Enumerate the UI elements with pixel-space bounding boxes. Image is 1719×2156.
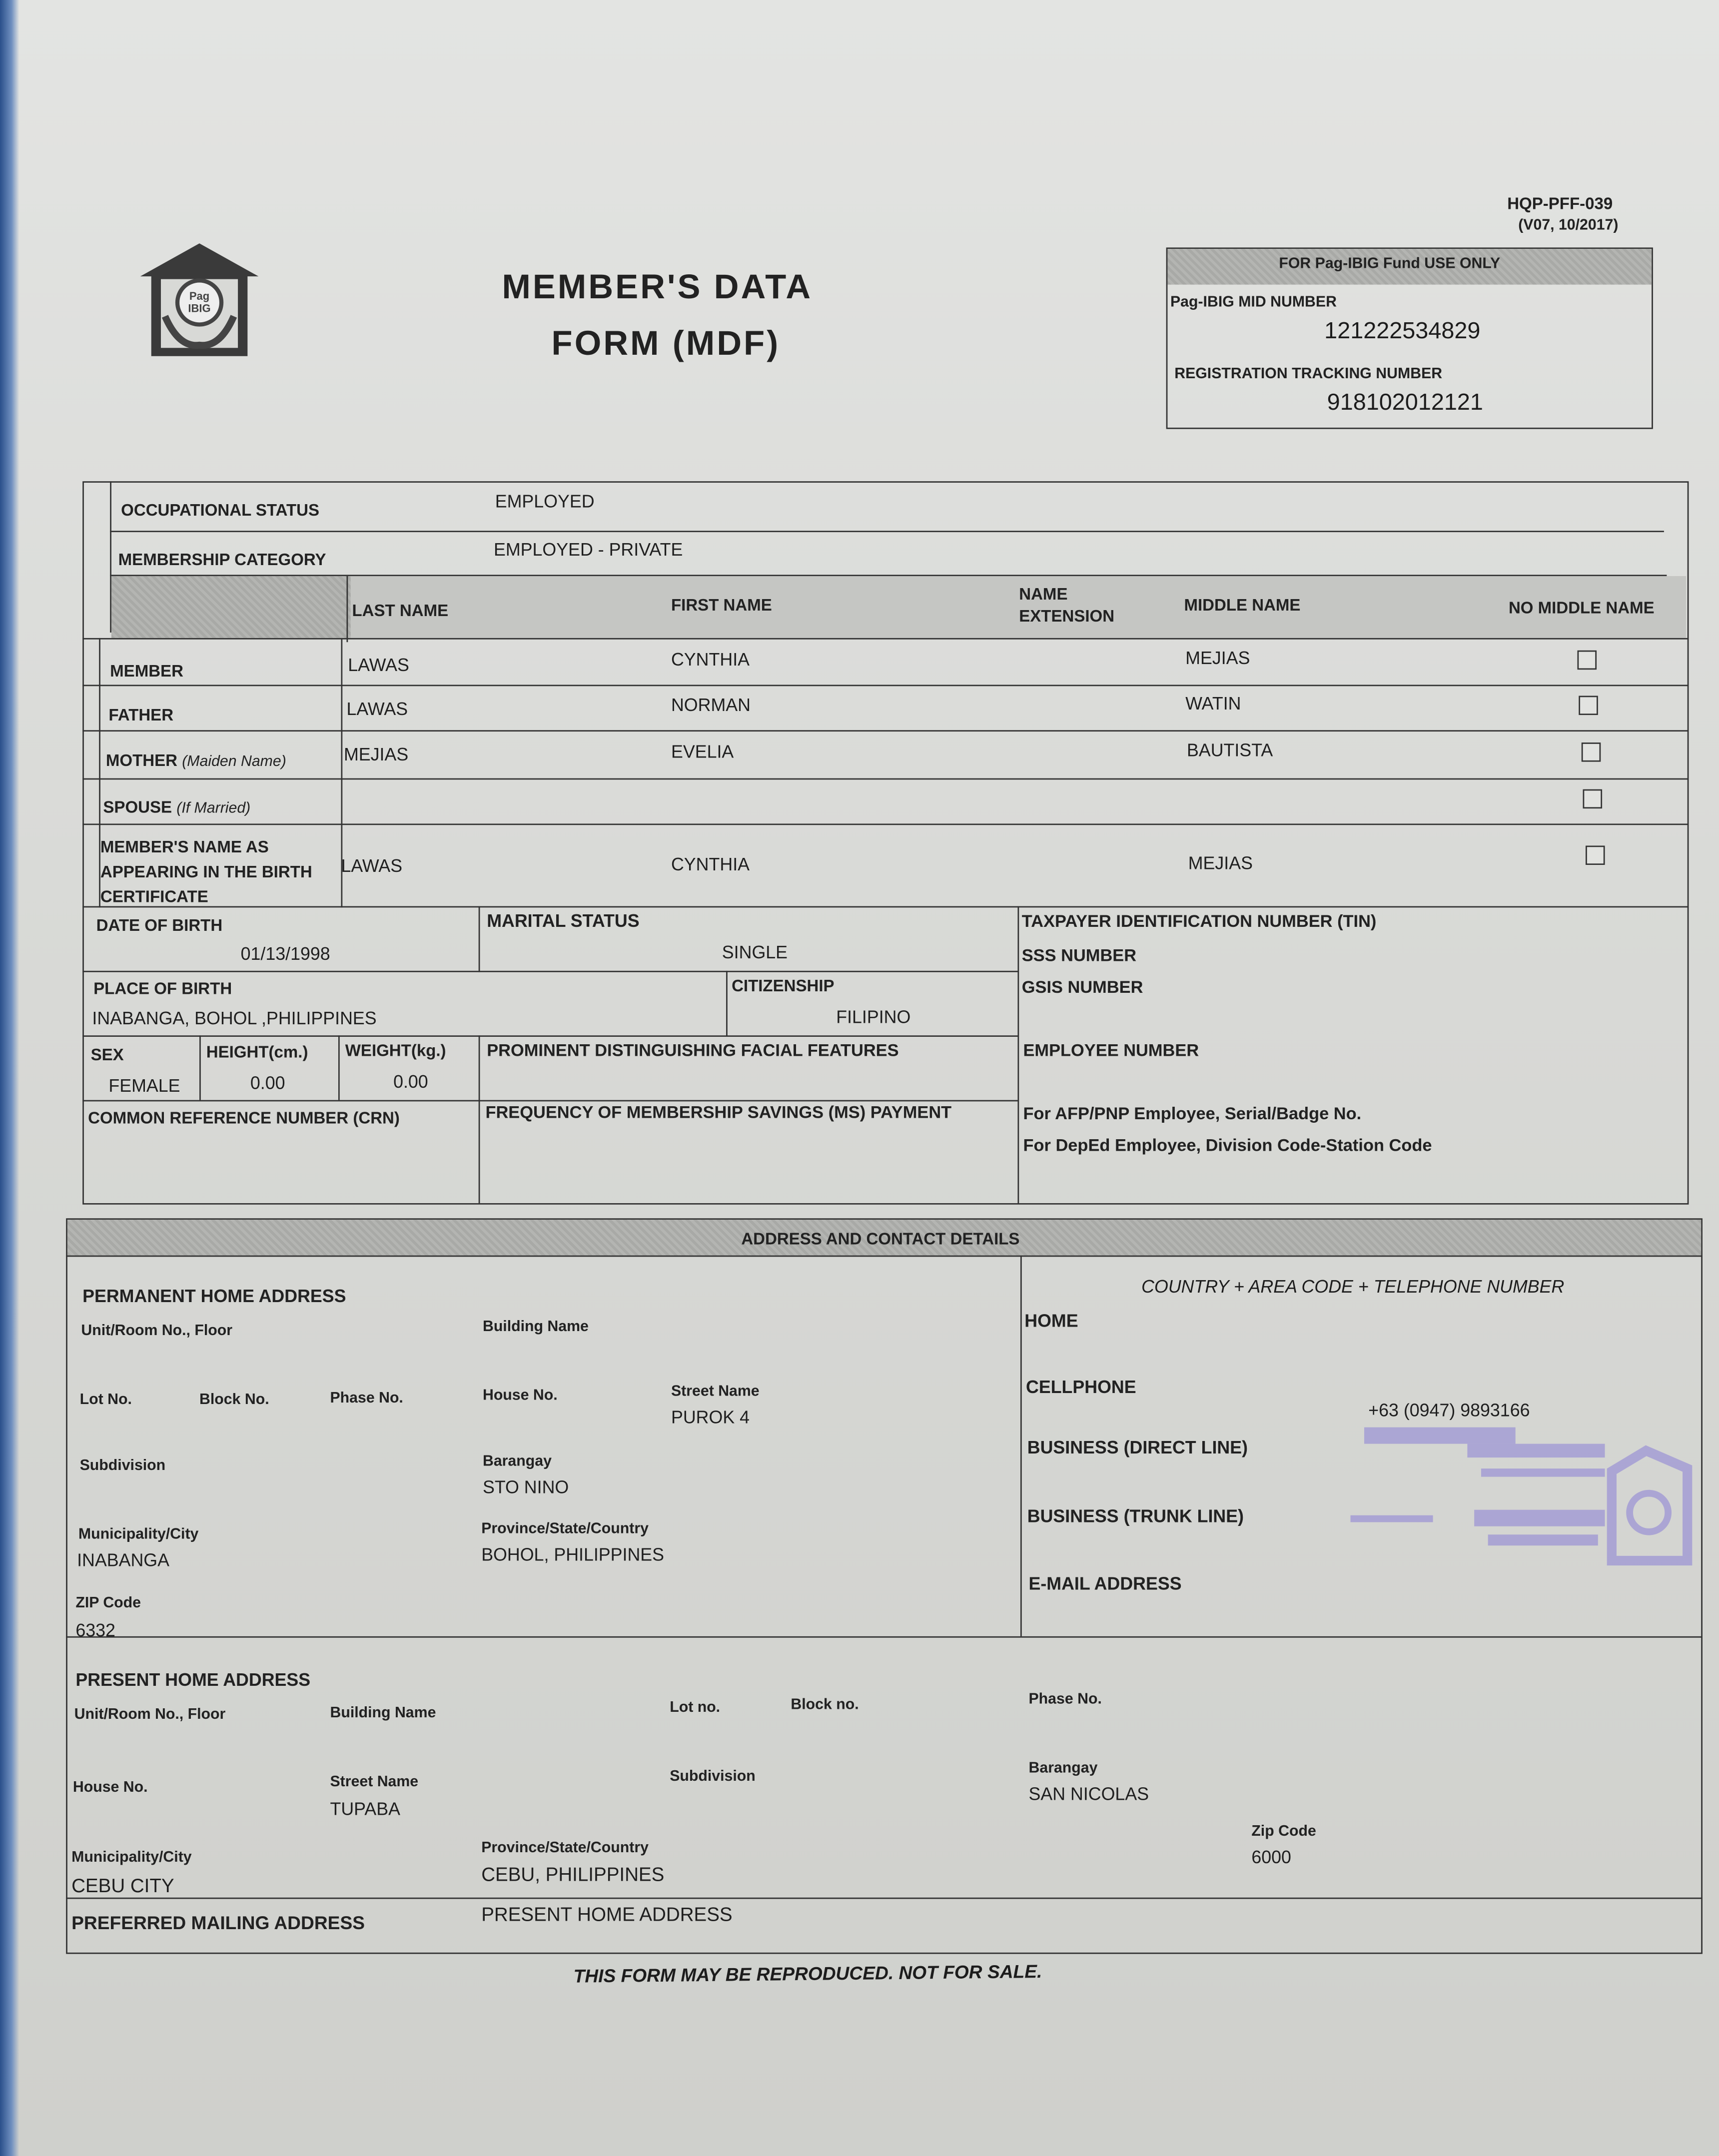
divider [66, 1636, 1703, 1638]
membership-category-value: EMPLOYED - PRIVATE [493, 539, 683, 560]
house-label: House No. [72, 1779, 148, 1796]
divider [82, 1035, 1017, 1037]
received-stamp [1350, 1417, 1694, 1568]
sex-label: SEX [90, 1045, 124, 1065]
city-label: Municipality/City [78, 1526, 199, 1543]
province-label: Province/State/Country [481, 1520, 649, 1537]
divider [726, 971, 728, 1037]
place-of-birth-value: INABANGA, BOHOL ,PHILIPPINES [92, 1008, 377, 1029]
no-middle-name-checkbox[interactable] [1578, 651, 1597, 670]
names-header-columns [351, 576, 1686, 638]
preferred-mailing-label: PREFERRED MAILING ADDRESS [71, 1913, 365, 1934]
street-label: Street Name [671, 1383, 760, 1400]
citizenship-value: FILIPINO [836, 1006, 911, 1027]
business-trunk-label: BUSINESS (TRUNK LINE) [1027, 1505, 1244, 1526]
middle-name: WATIN [1185, 693, 1241, 714]
divider [1020, 1256, 1022, 1636]
divider [479, 1035, 480, 1203]
email-label: E-MAIL ADDRESS [1028, 1573, 1182, 1594]
divider [338, 1035, 340, 1100]
barangay-value: STO NINO [482, 1476, 569, 1497]
facial-features-label: PROMINENT DISTINGUISHING FACIAL FEATURES [487, 1041, 899, 1060]
sex-value: FEMALE [108, 1075, 180, 1096]
occupational-status-value: EMPLOYED [495, 491, 595, 512]
divider [1017, 906, 1019, 1203]
place-of-birth-label: PLACE OF BIRTH [93, 979, 232, 998]
street-value: TUPABA [330, 1798, 401, 1819]
deped-label: For DepEd Employee, Division Code-Station Code [1023, 1136, 1432, 1155]
province-value: BOHOL, PHILIPPINES [481, 1544, 665, 1565]
lot-label: Lot no. [670, 1699, 721, 1716]
divider [66, 1256, 1703, 1257]
row-label [106, 751, 286, 770]
zip-label: Zip Code [1251, 1823, 1316, 1840]
no-middle-name-checkbox[interactable] [1579, 696, 1598, 716]
zip-label: ZIP Code [75, 1595, 141, 1612]
first-name: EVELIA [671, 741, 734, 762]
first-name: CYNTHIA [671, 649, 750, 670]
marital-status-value: SINGLE [722, 942, 788, 963]
no-middle-name-checkbox[interactable] [1586, 845, 1605, 865]
home-phone-label: HOME [1024, 1310, 1078, 1331]
divider [82, 730, 1689, 731]
zip-value: 6332 [75, 1619, 115, 1641]
row-label-text: MOTHER [105, 750, 178, 770]
pag-ibig-logo [137, 241, 261, 362]
last-name: LAWAS [348, 654, 409, 676]
row-label-text: SPOUSE [103, 797, 172, 817]
address-heading: ADDRESS AND CONTACT DETAILS [741, 1229, 1020, 1249]
divider [82, 971, 1017, 972]
citizenship-label: CITIZENSHIP [732, 976, 835, 996]
dob-value: 01/13/1998 [240, 943, 330, 964]
middle-name: BAUTISTA [1186, 739, 1273, 760]
row-label: FATHER [108, 705, 174, 725]
permanent-address-heading: PERMANENT HOME ADDRESS [82, 1286, 346, 1307]
col-middle-name: MIDDLE NAME [1184, 595, 1301, 615]
subdivision-label: Subdivision [670, 1768, 756, 1785]
svg-text:Pag: Pag [189, 289, 210, 302]
col-no-middle-name: NO MIDDLE NAME [1508, 598, 1655, 618]
block-label: Block no. [791, 1696, 859, 1713]
building-label: Building Name [482, 1319, 589, 1336]
afp-pnp-label: For AFP/PNP Employee, Serial/Badge No. [1023, 1104, 1362, 1124]
province-label: Province/State/Country [481, 1840, 649, 1857]
city-value: INABANGA [77, 1549, 170, 1570]
middle-name: MEJIAS [1185, 648, 1250, 669]
form-version: (V07, 10/2017) [1518, 217, 1619, 234]
form-title-line2: FORM (MDF) [551, 324, 781, 363]
city-value: CEBU CITY [71, 1874, 174, 1897]
dob-label: DATE OF BIRTH [96, 915, 223, 935]
form-code: HQP-PFF-039 [1507, 194, 1613, 213]
crn-label: COMMON REFERENCE NUMBER (CRN) [88, 1108, 400, 1128]
divider [82, 823, 1689, 825]
svg-text:IBIG: IBIG [188, 302, 211, 315]
address-contact-table [66, 1218, 1703, 1954]
divider [347, 576, 348, 642]
subdivision-label: Subdivision [79, 1457, 166, 1474]
divider [82, 638, 1689, 640]
street-label: Street Name [330, 1774, 419, 1791]
cellphone-label: CELLPHONE [1025, 1376, 1136, 1398]
unit-label: Unit/Room No., Floor [81, 1323, 233, 1340]
marital-status-label: MARITAL STATUS [487, 910, 640, 931]
employee-number-label: EMPLOYEE NUMBER [1023, 1041, 1199, 1060]
fund-box-heading: FOR Pag-IBIG Fund USE ONLY [1279, 255, 1501, 272]
col-first-name: FIRST NAME [671, 595, 772, 615]
business-direct-label: BUSINESS (DIRECT LINE) [1027, 1437, 1248, 1458]
contact-heading: COUNTRY + AREA CODE + TELEPHONE NUMBER [1141, 1276, 1565, 1297]
sss-label: SSS NUMBER [1021, 946, 1137, 965]
unit-label: Unit/Room No., Floor [74, 1706, 226, 1723]
last-name: LAWAS [346, 699, 408, 719]
building-label: Building Name [330, 1705, 436, 1722]
present-address-heading: PRESENT HOME ADDRESS [75, 1669, 311, 1690]
frequency-label: FREQUENCY OF MEMBERSHIP SAVINGS (MS) PAYMENT [485, 1103, 952, 1122]
row-label: MEMBER [110, 661, 183, 681]
last-name: MEJIAS [344, 743, 409, 765]
barangay-value: SAN NICOLAS [1028, 1783, 1149, 1804]
form-title-line1: MEMBER'S DATA [502, 268, 813, 307]
occupational-status-label: OCCUPATIONAL STATUS [121, 500, 320, 520]
divider [479, 906, 480, 972]
height-value: 0.00 [250, 1072, 285, 1093]
row-label-note: (If Married) [176, 800, 251, 817]
barangay-label: Barangay [482, 1453, 552, 1470]
divider [82, 1100, 1017, 1102]
cellphone-value: +63 (0947) 9893166 [1368, 1400, 1530, 1421]
row-label-note: (Maiden Name) [182, 753, 286, 770]
divider [66, 1898, 1703, 1899]
last-name: LAWAS [341, 855, 403, 876]
membership-category-label: MEMBERSHIP CATEGORY [118, 550, 326, 570]
block-label: Block No. [199, 1392, 269, 1409]
background-edge [0, 0, 19, 2156]
divider [110, 531, 1664, 532]
zip-value: 6000 [1251, 1846, 1291, 1868]
col-name-extension: NAME EXTENSION [1019, 584, 1115, 626]
divider [199, 1035, 201, 1100]
footer-note: THIS FORM MAY BE REPRODUCED. NOT FOR SALE. [573, 1961, 1042, 1987]
lot-label: Lot No. [79, 1392, 132, 1409]
divider [82, 778, 1689, 780]
phase-label: Phase No. [1028, 1691, 1102, 1708]
weight-value: 0.00 [393, 1071, 428, 1092]
rtn-label: REGISTRATION TRACKING NUMBER [1174, 366, 1443, 383]
weight-label: WEIGHT(kg.) [345, 1041, 446, 1060]
row-label: MEMBER'S NAME AS APPEARING IN THE BIRTH CERTIFICATE [100, 837, 312, 906]
height-label: HEIGHT(cm.) [206, 1042, 308, 1062]
first-name: CYNTHIA [671, 853, 750, 875]
tin-label: TAXPAYER IDENTIFICATION NUMBER (TIN) [1021, 911, 1377, 931]
phase-label: Phase No. [330, 1390, 403, 1407]
street-value: PUROK 4 [671, 1407, 750, 1428]
preferred-mailing-value: PRESENT HOME ADDRESS [481, 1903, 733, 1925]
mid-number-value: 121222534829 [1324, 317, 1481, 344]
rtn-value: 918102012121 [1327, 389, 1483, 416]
province-value: CEBU, PHILIPPINES [481, 1863, 665, 1885]
city-label: Municipality/City [71, 1849, 192, 1866]
first-name: NORMAN [671, 694, 751, 716]
no-middle-name-checkbox[interactable] [1582, 742, 1601, 762]
row-label [103, 797, 250, 817]
barangay-label: Barangay [1028, 1760, 1098, 1777]
middle-name: MEJIAS [1188, 852, 1253, 873]
no-middle-name-checkbox[interactable] [1583, 789, 1603, 809]
divider [82, 685, 1689, 686]
gsis-label: GSIS NUMBER [1021, 977, 1143, 997]
mid-number-label: Pag-IBIG MID NUMBER [1170, 294, 1337, 311]
col-last-name: LAST NAME [352, 601, 449, 621]
house-label: House No. [482, 1387, 558, 1404]
